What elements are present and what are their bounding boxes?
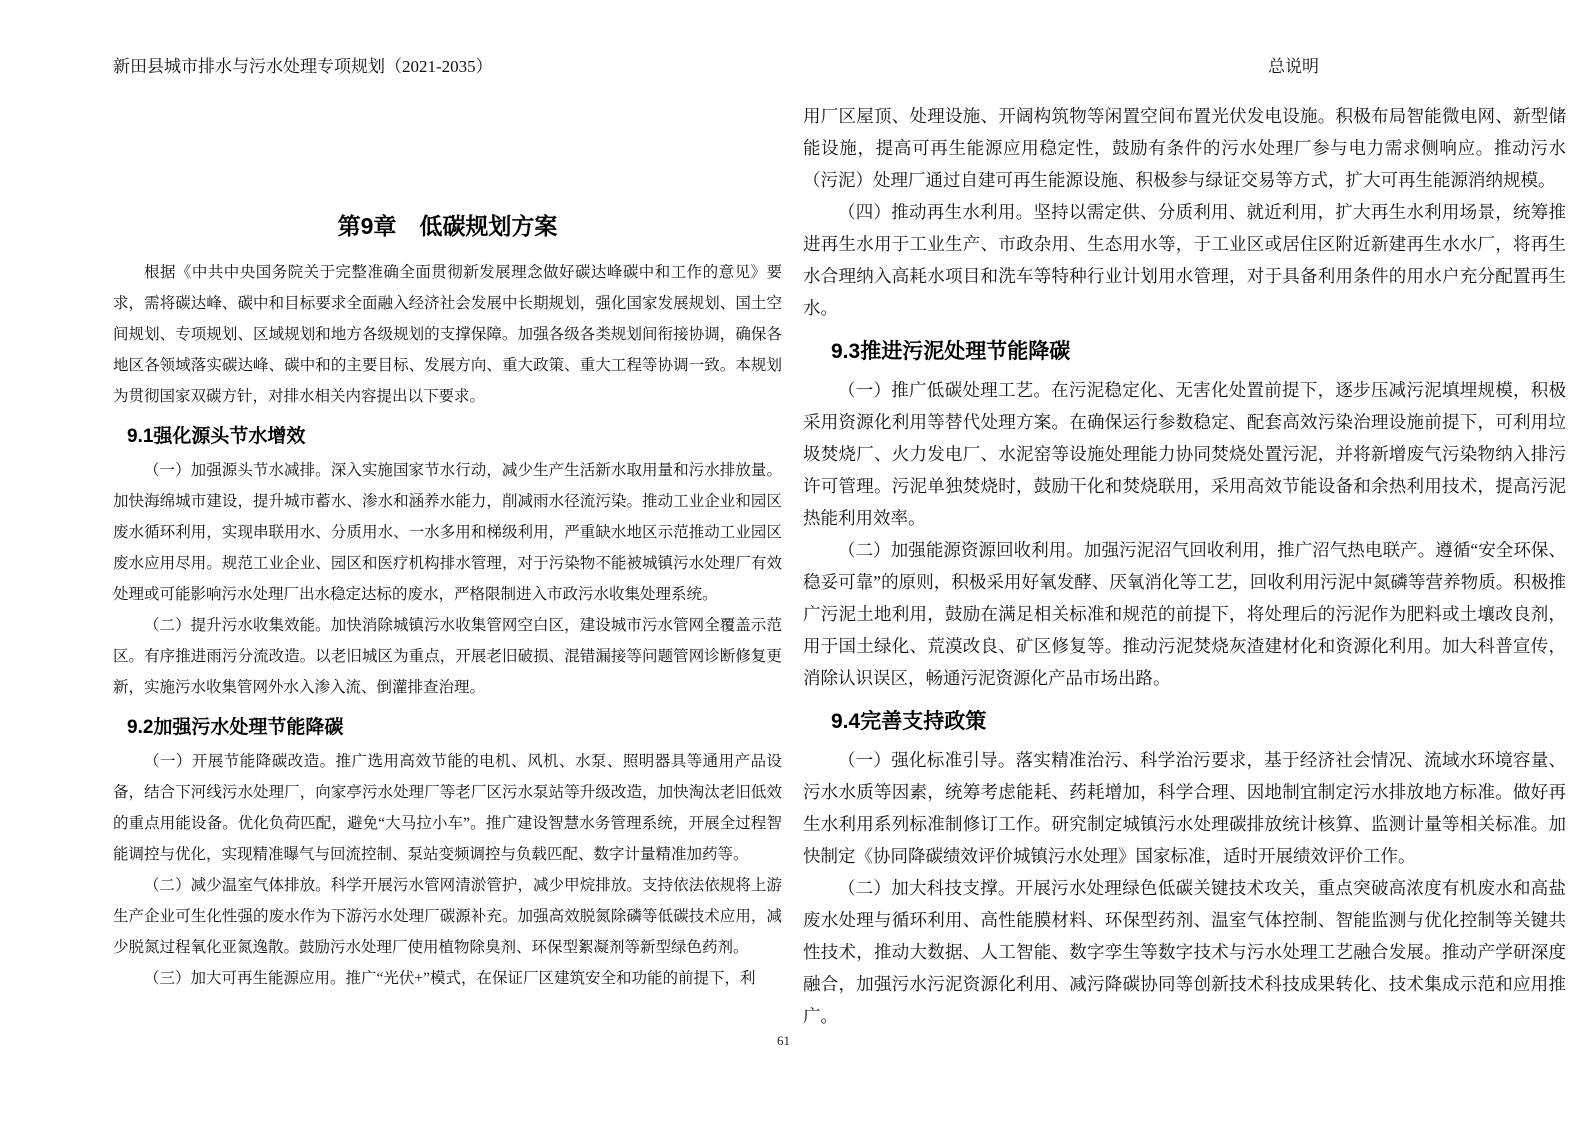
header-document-title: 新田县城市排水与污水处理专项规划（2021-2035） xyxy=(113,57,493,76)
section-9-2-paragraph-4: （四）推动再生水利用。坚持以需定供、分质利用、就近利用，扩大再生水利用场景，统筹推进再生水用于工业生产、市政杂用、生态用水等，于工业区或居住区附近新建再生水水厂，将再生水合理纳入高耗水项目和洗车等特种行业计划用水管理，对于具备利用条件的用水户充分配置再生水。 xyxy=(803,202,1566,318)
chapter-intro-paragraph: 根据《中共中央国务院关于完整准确全面贯彻新发展理念做好碳达峰碳中和工作的意见》要求，需将碳达峰、碳中和目标要求全面融入经济社会发展中长期规划，强化国家发展规划、国土空间规划、专项规划、区域规划和地方各级规划的支撑保障。加强各级各类规划间衔接协调，确保各地区各领域落实碳达峰、碳中和的主要目标、发展方向、重大政策、重大工程等协调一致。本规划为贯彻国家双碳方针，对排水相关内容提出以下要求。 xyxy=(113,264,782,405)
section-9-2-paragraph-2: （二）减少温室气体排放。科学开展污水管网清淤管护，减少甲烷排放。支持依法依规将上游生产企业可生化性强的废水作为下游污水处理厂碳源补充。加强高效脱氮除磷等低碳技术应用，减少脱氮过程氧化亚氮逸散。鼓励污水处理厂使用植物除臭剂、环保型絮凝剂等新型绿色药剂。 xyxy=(113,877,782,956)
section-9-1-paragraph-1: （一）加强源头节水减排。深入实施国家节水行动，减少生产生活新水取用量和污水排放量。加快海绵城市建设，提升城市蓄水、渗水和涵养水能力，削减雨水径流污染。推动工业企业和园区废水循环利用，实现串联用水、分质用水、一水多用和梯级利用，严重缺水地区示范推动工业园区废水应用尽用。规范工业企业、园区和医疗机构排水管理，对于污染物不能被城镇污水处理厂有效处理或可能影响污水处理厂出水稳定达标的废水，严格限制进入市政污水收集处理系统。 xyxy=(113,462,782,603)
section-heading-9-2: 9.2加强污水处理节能降碳 xyxy=(127,717,344,738)
right-column xyxy=(803,100,1566,1032)
section-9-3-paragraph-1: （一）推广低碳处理工艺。在污泥稳定化、无害化处置前提下，逐步压减污泥填埋规模，积极采用资源化利用等替代处理方案。在确保运行参数稳定、配套高效污染治理设施前提下，可利用垃圾焚烧厂、火力发电厂、水泥窑等设施处理能力协同焚烧处置污泥，并将新增废气污染物纳入排污许可管理。污泥单独焚烧时，鼓励干化和焚烧联用，采用高效节能设备和余热利用技术，提高污泥热能利用效率。 xyxy=(803,380,1566,528)
section-9-3-paragraph-2: （二）加强能源资源回收利用。加强污泥沼气回收利用，推广沼气热电联产。遵循“安全环保、稳妥可靠”的原则，积极采用好氧发酵、厌氧消化等工艺，回收利用污泥中氮磷等营养物质。积极推广污泥土地利用，鼓励在满足相关标准和规范的前提下，将处理后的污泥作为肥料或土壤改良剂，用于国土绿化、荒漠改良、矿区修复等。推动污泥焚烧灰渣建材化和资源化利用。加大科普宣传，消除认识误区，畅通污泥资源化产品市场出路。 xyxy=(803,540,1566,688)
section-9-2-paragraph-3-start: （三）加大可再生能源应用。推广“光伏+”模式，在保证厂区建筑安全和功能的前提下，利 xyxy=(144,970,756,987)
left-column xyxy=(113,196,782,994)
section-heading-9-1: 9.1强化源头节水增效 xyxy=(127,426,306,447)
section-9-1-paragraph-2: （二）提升污水收集效能。加快消除城镇污水收集管网空白区，建设城市污水管网全覆盖示范区。有序推进雨污分流改造。以老旧城区为重点，开展老旧破损、混错漏接等问题管网诊断修复更新，实施污水收集管网外水入渗入流、倒灌排查治理。 xyxy=(113,617,782,696)
section-9-2-paragraph-3-continued: 用厂区屋顶、处理设施、开阔构筑物等闲置空间布置光伏发电设施。积极布局智能微电网、新型储能设施，提高可再生能源应用稳定性，鼓励有条件的污水处理厂参与电力需求侧响应。推动污水（污泥）处理厂通过自建可再生能源设施、积极参与绿证交易等方式，扩大可再生能源消纳规模。 xyxy=(803,106,1566,190)
section-heading-9-4: 9.4完善支持政策 xyxy=(831,710,987,733)
chapter-title: 第9章 低碳规划方案 xyxy=(337,213,558,239)
section-heading-9-3: 9.3推进污泥处理节能降碳 xyxy=(831,340,1071,363)
header-section-label: 总说明 xyxy=(1268,57,1319,76)
page-number: 61 xyxy=(777,1033,790,1048)
section-9-4-paragraph-1: （一）强化标准引导。落实精准治污、科学治污要求，基于经济社会情况、流域水环境容量、污水水质等因素，统筹考虑能耗、药耗增加，科学合理、因地制宜制定污水排放地方标准。做好再生水利用系列标准制修订工作。研究制定城镇污水处理碳排放统计核算、监测计量等相关标准。加快制定《协同降碳绩效评价城镇污水处理》国家标准，适时开展绩效评价工作。 xyxy=(803,750,1566,866)
section-9-4-paragraph-2: （二）加大科技支撑。开展污水处理绿色低碳关键技术攻关，重点突破高浓度有机废水和高盐废水处理与循环利用、高性能膜材料、环保型药剂、温室气体控制、智能监测与优化控制等关键共性技术，推动大数据、人工智能、数字孪生等数字技术与污水处理工艺融合发展。推动产学研深度融合，加强污水污泥资源化利用、减污降碳协同等创新技术科技成果转化、技术集成示范和应用推广。 xyxy=(803,878,1566,1026)
section-9-2-paragraph-1: （一）开展节能降碳改造。推广选用高效节能的电机、风机、水泵、照明器具等通用产品设备，结合下河线污水处理厂，向家亭污水处理厂等老厂区污水泵站等升级改造，加快淘汰老旧低效的重点用能设备。优化负荷匹配，避免“大马拉小车”。推广建设智慧水务管理系统，开展全过程智能调控与优化，实现精准曝气与回流控制、泵站变频调控与负载匹配、数字计量精准加药等。 xyxy=(113,753,782,863)
